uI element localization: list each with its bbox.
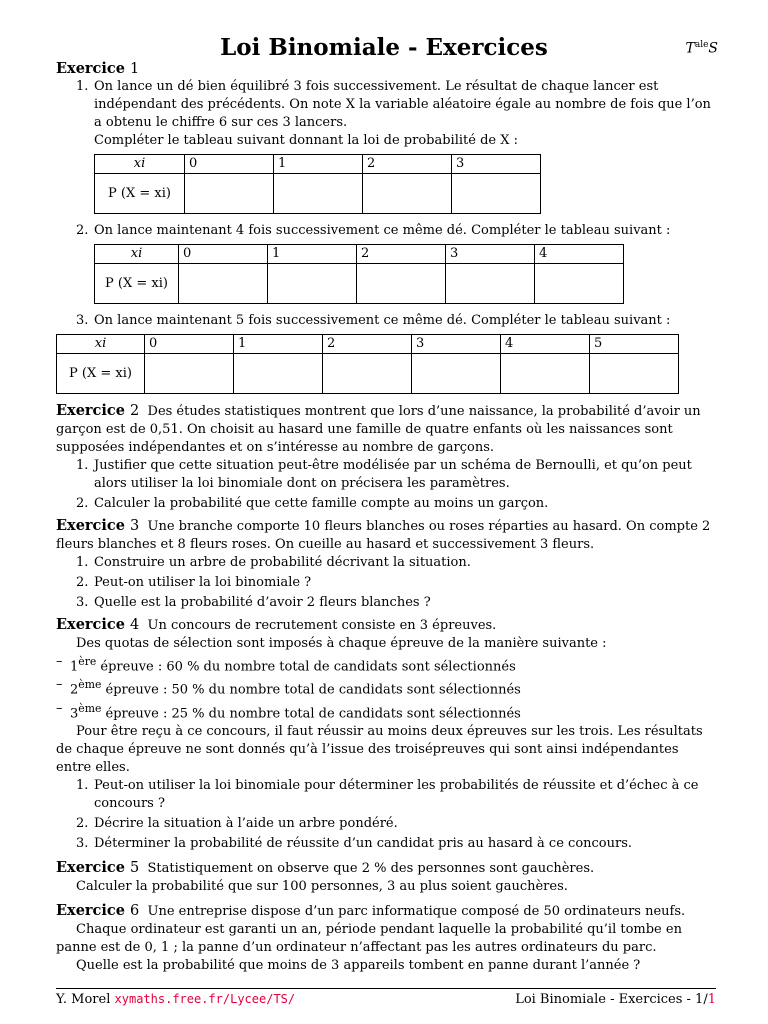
footer-author: Y. Morel [56,992,111,1007]
table-value: 1 [234,335,323,354]
quota-sup: ème [78,678,102,692]
quota-ord: 1 [70,659,79,675]
exercise-3-intro [56,517,716,554]
question-text: Décrire la situation à l’aide un arbre pondéré. [94,815,398,831]
table-value: 0 [145,335,234,354]
question-2 [76,815,716,833]
table-cell-empty[interactable] [535,264,624,304]
table-cell-empty[interactable] [446,264,535,304]
table-value: 5 [590,335,679,354]
exercise-text: Une branche comporte 10 fleurs blanches ou roses réparties au hasard. On compte 2 fleurs blanches et 8 fleurs roses. On cueille au hasard et successivement 3 fleurs. [56,519,711,552]
table-cell-empty[interactable] [179,264,268,304]
footer-left [56,992,295,1007]
exercise-word: Exercice [56,402,125,419]
exercise-2-intro [56,402,716,457]
question-number: 1. [76,79,89,94]
question-1 [76,457,716,493]
quota-item [56,700,716,723]
table-header-xi: xi [57,335,145,354]
exercise-text: Calculer la probabilité que sur 100 personnes, 3 au plus soient gauchères. [76,878,568,894]
exercise-6-heading [56,902,139,919]
exercise-text: Statistiquement on observe que 2 % des personnes sont gauchères. [147,860,595,876]
exercise-text: Quelle est la probabilité que moins de 3 appareils tombent en panne durant l’année ? [76,957,641,973]
quota-text: épreuve : 50 % du nombre total de candidats sont sélectionnés [101,682,521,698]
class-tag-sup: ale [694,40,709,50]
exercise-word: Exercice [56,616,125,633]
exercise-number: 2 [130,403,140,419]
table-value: 2 [357,245,446,264]
content [56,60,716,979]
quota-ord: 3 [70,705,79,721]
table-header-prob: P (X = xi) [57,354,145,394]
exercise-6-intro [56,902,716,921]
footer [56,992,716,1012]
footer-page-label: Loi Binomiale - Exercices - 1/ [515,992,708,1007]
question-text: Construire un arbre de probabilité décrivant la situation. [94,555,471,570]
question-text: Déterminer la probabilité de réussite d’un candidat pris au hasard à ce concours. [94,835,633,851]
exercise-text: Un concours de recrutement consiste en 3 épreuves. [147,618,497,633]
table-cell-empty[interactable] [234,354,323,394]
class-tag-end: S [708,40,718,57]
table-value: 1 [268,245,357,264]
exercise-4-heading [56,616,139,633]
question-number: 3. [76,835,89,851]
table-header-xi: xi [95,155,185,174]
table-cell-empty[interactable] [363,174,452,214]
quota-text: épreuve : 60 % du nombre total de candidats sont sélectionnés [96,659,516,675]
table-cell-empty[interactable] [323,354,412,394]
quota-item [56,676,716,699]
question-3 [76,594,716,612]
question-2 [76,574,716,592]
table-header-prob: P (X = xi) [95,174,185,214]
question-text: Quelle est la probabilité d’avoir 2 fleurs blanches ? [94,595,431,610]
table-value: 2 [323,335,412,354]
exercise-text: Une entreprise dispose d’un parc informatique composé de 50 ordinateurs neufs. [147,903,686,919]
table-value: 0 [185,155,274,174]
question-number: 2. [76,223,89,238]
exercise-word: Exercice [56,60,125,77]
question-text: On lance un dé bien équilibré 3 fois successivement. Le résultat de chaque lancer est indépendant des précédents. On note X la variable aléatoire égale au nombre de fois que l’on a obtenu le chiffre 6 sur ces 3 lancers. [94,79,711,130]
table-cell-empty[interactable] [274,174,363,214]
quota-text: épreuve : 25 % du nombre total de candidats sont sélectionnés [101,705,521,721]
exercise-2-questions [76,457,716,513]
question-1 [76,554,716,572]
table-value: 1 [274,155,363,174]
exercise-3-questions [76,554,716,612]
exercise-number: 3 [130,518,140,534]
question-number: 3. [76,313,89,328]
page-title: Loi Binomiale - Exercices [220,34,548,61]
exercise-4 [56,616,716,853]
exercise-6 [56,902,716,975]
table-cell-empty[interactable] [590,354,679,394]
quota-sup: ère [78,655,97,668]
exercise-3 [56,517,716,612]
exercise-5 [56,859,716,896]
exercise-number: 6 [130,902,140,919]
question-number: 1. [76,777,89,793]
question-text: On lance maintenant 4 fois successivement ce même dé. Compléter le tableau suivant : [94,223,671,238]
question-number: 1. [76,458,89,473]
table-value: 3 [452,155,541,174]
exercise-word: Exercice [56,901,125,919]
exercise-1 [56,60,716,394]
question-text: Peut-on utiliser la loi binomiale ? [94,575,312,590]
question-text: On lance maintenant 5 fois successivement ce même dé. Compléter le tableau suivant : [94,313,671,328]
table-value: 2 [363,155,452,174]
exercise-text: Chaque ordinateur est garanti un an, période pendant laquelle la probabilité qu’il tombe en panne est de 0, 1 ; la panne d’un ordinateur n’affectant pas les autres ordinateurs du parc. [56,921,682,955]
quota-sup: ème [78,701,102,715]
exercise-5-intro [56,859,716,878]
footer-link[interactable]: xymaths.free.fr/Lycee/TS/ [114,992,296,1006]
exercise-number: 5 [130,859,140,876]
question-3 [76,312,716,330]
question-text: Peut-on utiliser la loi binomiale pour déterminer les probabilités de réussite et d’échec à ce concours ? [94,777,699,811]
exercise-rule: Pour être reçu à ce concours, il faut réussir au moins deux épreuves sur les trois. Les résultats de chaque épreuve ne sont donnés qu’à l’issue des troisépreuves qui sont ainsi indépendantes entre elles. [56,723,703,775]
table-value: 4 [535,245,624,264]
exercise-2-heading [56,402,139,419]
question-2 [76,222,716,304]
probability-table-5 [56,334,679,394]
question-2 [76,495,716,513]
probability-table-3 [94,154,541,214]
table-value: 3 [446,245,535,264]
quota-ord: 2 [70,682,79,698]
exercise-1-questions [76,78,716,330]
quota-item [56,653,716,676]
table-value: 4 [501,335,590,354]
question-text: Justifier que cette situation peut-être modélisée par un schéma de Bernoulli, et qu’on peut alors utiliser la loi binomiale dont on précisera les paramètres. [94,458,692,491]
table-cell-empty[interactable] [145,354,234,394]
exercise-4-intro [56,616,716,635]
question-number: 2. [76,496,89,511]
class-tag-main: T [685,40,695,57]
table-cell-empty[interactable] [452,174,541,214]
class-tag [685,40,718,57]
table-value: 3 [412,335,501,354]
question-3 [76,835,716,853]
quota-intro: Des quotas de sélection sont imposés à chaque épreuve de la manière suivante : [76,636,607,651]
table-cell-empty[interactable] [412,354,501,394]
table-cell-empty[interactable] [501,354,590,394]
question-number: 2. [76,815,89,831]
exercise-number: 4 [130,617,140,633]
probability-table-4 [94,244,624,304]
exercise-2 [56,402,716,513]
quota-list [56,653,716,723]
question-instruction: Compléter le tableau suivant donnant la loi de probabilité de X : [94,133,518,148]
table-cell-empty[interactable] [268,264,357,304]
table-cell-empty[interactable] [357,264,446,304]
question-text: Calculer la probabilité que cette famille compte au moins un garçon. [94,496,549,511]
footer-page-total-link[interactable]: 1 [707,992,716,1007]
footer-rule [56,988,716,989]
question-1 [76,78,716,214]
exercise-4-questions [76,777,716,853]
exercise-number: 1 [130,61,140,77]
table-header-prob: P (X = xi) [95,264,179,304]
exercise-3-heading [56,517,139,534]
exercise-5-heading [56,859,139,876]
question-1 [76,777,716,813]
question-number: 3. [76,595,89,610]
question-number: 2. [76,575,89,590]
exercise-word: Exercice [56,858,125,876]
exercise-text: Des études statistiques montrent que lors d’une naissance, la probabilité d’avoir un garçon est de 0,51. On choisit au hasard une famille de quatre enfants où les naissances sont supposées indépendantes et on s’intéresse au nombre de garçons. [56,404,701,455]
question-number: 1. [76,555,89,570]
table-value: 0 [179,245,268,264]
table-cell-empty[interactable] [185,174,274,214]
table-header-xi: xi [95,245,179,264]
exercise-1-heading [56,60,716,78]
exercise-word: Exercice [56,517,125,534]
footer-right [515,992,716,1007]
